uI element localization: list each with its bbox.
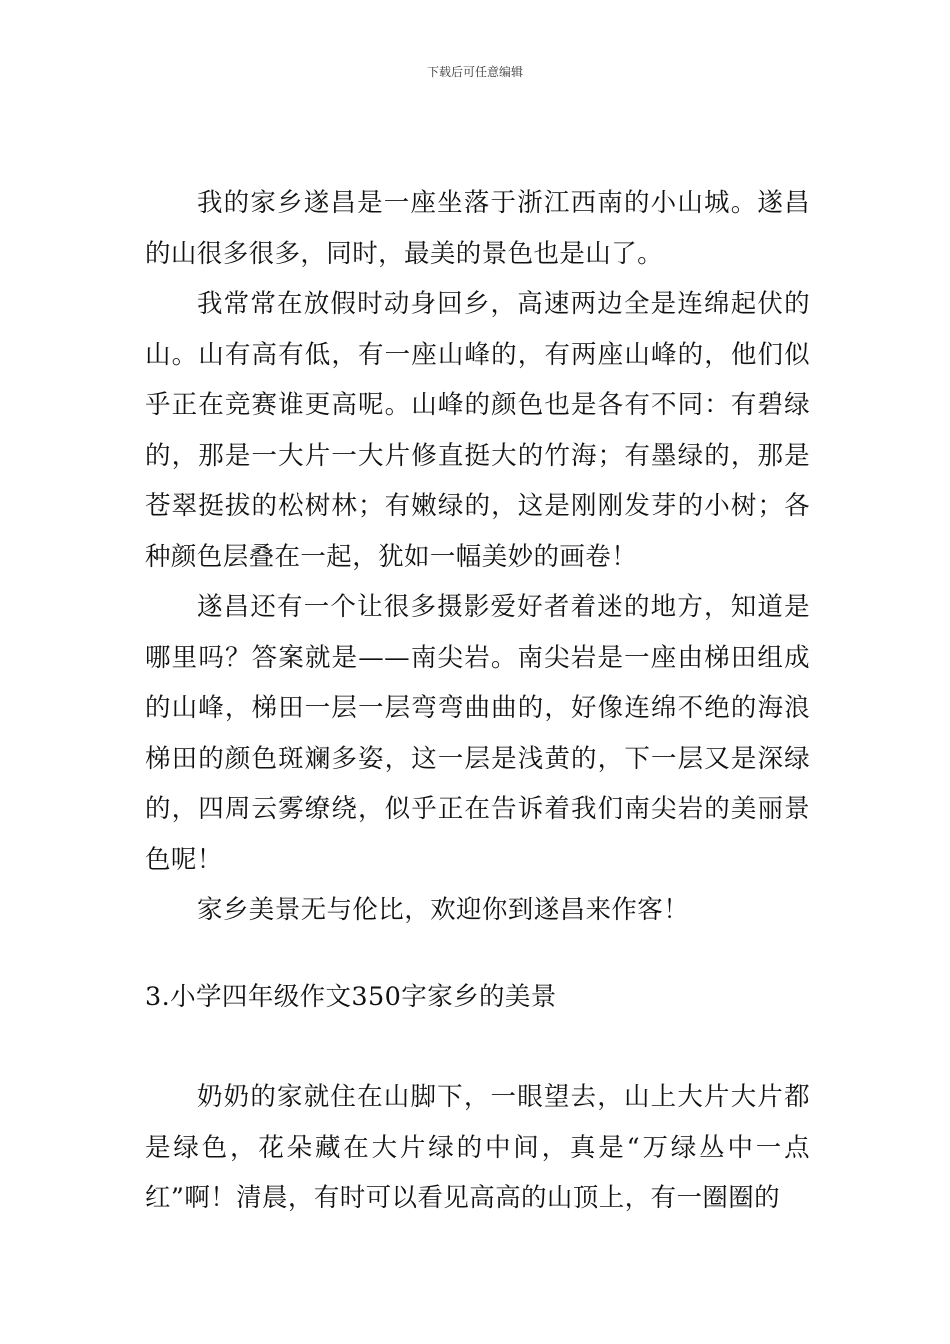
- section-3-paragraph: 奶奶的家就住在山脚下，一眼望去，山上大片大片都是绿色，花朵藏在大片绿的中间，真是“万绿丛中一点红”啊！清晨，有时可以看见高高的山顶上，有一圈圈的: [145, 1082, 810, 1213]
- paragraph-3: 遂昌还有一个让很多摄影爱好者着迷的地方，知道是哪里吗？答案就是——南尖岩。南尖岩是一座由梯田组成的山峰，梯田一层一层弯弯曲曲的，好像连绵不绝的海浪梯田的颜色斑斓多姿，这一层是浅黄的，下一层又是深绿的，四周云雾缭绕，似乎正在告诉着我们南尖岩的美丽景色呢！: [145, 592, 810, 875]
- section-heading: 3.小学四年级作文350字家乡的美景: [145, 982, 557, 1012]
- paragraph-4: 家乡美景无与伦比，欢迎你到遂昌来作客！: [197, 895, 690, 925]
- paragraph-1: 我的家乡遂昌是一座坐落于浙江西南的小山城。遂昌的山很多很多，同时，最美的景色也是山了。: [145, 188, 810, 269]
- paragraph-2: 我常常在放假时动身回乡，高速两边全是连绵起伏的山。山有高有低，有一座山峰的，有两座山峰的，他们似乎正在竞赛谁更高呢。山峰的颜色也是各有不同：有碧绿的，那是一大片一大片修直挺大的竹海；有墨绿的，那是苍翠挺拔的松树林；有嫩绿的，这是刚刚发芽的小树；各种颜色层叠在一起，犹如一幅美妙的画卷！: [145, 289, 810, 572]
- essay-body: [145, 178, 810, 936]
- page-header: 下载后可任意编辑: [426, 65, 523, 79]
- section-3-body: [145, 1072, 810, 1224]
